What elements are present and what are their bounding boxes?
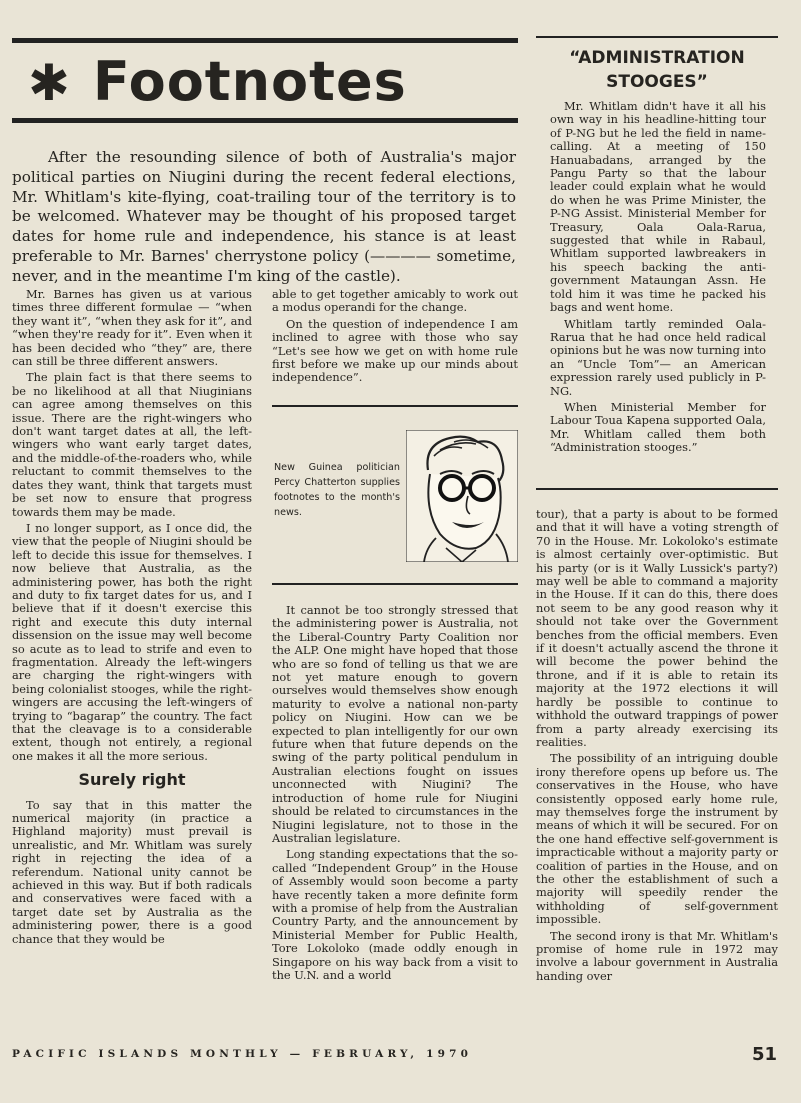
col2-paragraph-2: On the question of independence I am inclined to agree with those who say “Let's see how we get on with home rule first before we make up our minds about independence”.	[272, 316, 518, 385]
sidebar-rule-bottom	[536, 488, 778, 490]
col3-paragraph-4: tour), that a party is about to be formed and that it will have a voting strength of 70 in the House. Mr. Lokoloko's estimate is almost certainly over-optimistic. But his party (or is it Wally Lussick's party?) may well be able to command a majority in the House. If it can do this, there does not seem to be any good reason why it should not take over the Government benches from the official members. Even if it doesn't actually ascend the throne it will become the power behind the throne, and if it is able to retain its majority at the 1972 elections it will hardly be possible to continue to withhold the outward trappings of power from a party already exercising its realities.	[536, 507, 778, 749]
sidebar-heading: “ADMINISTRATION STOOGES”	[569, 48, 745, 92]
page-title	[28, 52, 528, 112]
col2-paragraph-1: able to get together amicably to work out a modus operandi for the change.	[272, 287, 518, 315]
col2-rule-bottom	[272, 583, 518, 585]
col3-paragraph-6: The second irony is that Mr. Whitlam's promise of home rule in 1972 may involve a labour government in Australia handing over	[536, 928, 778, 983]
portrait-drawing	[406, 430, 518, 562]
col3-paragraph-1: Mr. Whitlam didn't have it all his own way in his headline-hitting tour of P-NG but he led the field in name-calling. At a meeting of 150 Hanuabadans, arranged by the Pangu Party so that the labour leader could explain what he would do when he was Prime Minister, the P-NG Assist. Ministerial Member for Treasury, Oala Oala-Rarua, suggested that while in Rabaul, Whitlam supported lawbreakers in his speech backing the anti-government Mataungan Assn. He told him it was time he packed his bags and went home.	[550, 99, 766, 315]
author-portrait	[406, 430, 518, 562]
footer-masthead: PACIFIC ISLANDS MONTHLY — FEBRUARY, 1970	[12, 1048, 473, 1060]
author-caption: New Guinea politician Percy Chatterton supplies footnotes to the month's news.	[274, 462, 400, 518]
subhead-surely-right: Surely right	[78, 770, 186, 790]
column-3-main	[536, 508, 778, 986]
col2-paragraph-4: Long standing expectations that the so-called “Independent Group” in the House of Assembly would soon become a party have recently taken a more definite form with a promise of help from the Australian Country Party, and the announcement by Ministerial Member for Public Health, Tore Lokoloko (made oddly enough in Singapore on his way back from a visit to the U.N. and a world	[272, 847, 518, 982]
page-number: 51	[752, 1044, 778, 1065]
column-1	[12, 288, 252, 949]
top-rule-left	[12, 38, 518, 43]
asterisk-icon: ✱	[28, 54, 71, 112]
page-title-text: Footnotes	[92, 50, 407, 113]
column-2-top	[272, 288, 518, 388]
col1-paragraph-3: I no longer support, as I once did, the view that the people of Niugini should be left to decide this issue for themselves. I now believe that Australia, as the administering power, has both the right and duty to fix target dates for us, and I believe that if it doesn't exercise this right and execute this duty internal dissension on the issue may well become so acute as to lead to strife and even to fragmentation. Already the left-wingers are charging the right-wingers with being colonialist stooges, while the right-wingers are accusing the left-wingers of trying to “bagarap” the country. The fact that the cleavage is to a considerable extent, though not entirely, a regional one makes it all the more serious.	[12, 520, 252, 763]
col3-paragraph-5: The possibility of an intriguing double irony therefore opens up before us. The conservatives in the House, who have consistently opposed early home rule, may themselves forge the instrument by means of which it will be secured. For on the one hand effective self-government is impracticable without a majority party or coalition of parties in the House, and on the other the establishment of such a majority will speedily render the withholding of self-government impossible.	[536, 751, 778, 927]
col3-paragraph-2: Whitlam tartly reminded Oala-Rarua that he had once held radical opinions but he was now turning into an “Uncle Tom”— an American expression rarely used publicly in P-NG.	[550, 316, 766, 398]
column-2-bottom	[272, 604, 518, 985]
col1-paragraph-2: The plain fact is that there seems to be no likelihood at all that Niuginians can agree among themselves on this issue. There are the right-wingers who don't want target dates at all, the left-wingers who want early target dates, and the middle-of-the-roaders who, while reluctant to commit themselves to the dates they want, think that targets must be set now to ensure that progress towards them may be made.	[12, 370, 252, 519]
col3-paragraph-3: When Ministerial Member for Labour Toua Kapena supported Oala, Mr. Whitlam called them both “Administration stooges.”	[550, 399, 766, 455]
col2-rule-top	[272, 405, 518, 407]
col1-paragraph-1: Mr. Barnes has given us at various times three different formulae — “when they want it”, “when they ask for it”, and “when they're ready for it”. Even when it has been decided who “they” are, there can still be three different answers.	[12, 287, 252, 369]
col2-paragraph-3: It cannot be too strongly stressed that the administering power is Australia, not the Liberal-Country Party Coalition nor the ALP. One might have hoped that those who are so fond of telling us that we are not yet mature enough to govern ourselves would themselves show enough maturity to evolve a national non-party policy on Niugini. How can we be expected to plan intelligently for our own future when that future depends on the swing of the party political pendulum in Australian elections fought on issues unconnected with Niugini? The introduction of home rule for Niugini should be related to circumstances in the Niugini legislature, not to those in the Australian legislature.	[272, 603, 518, 845]
top-rule-right	[536, 36, 778, 38]
col1-paragraph-4: To say that in this matter the numerical majority (in practice a Highland majority) must prevail is unrealistic, and Mr. Whitlam was surely right in rejecting the idea of a referendum. National unity cannot be achieved in this way. But if both radicals and conservatives were faced with a target date set by Australia as the administering power, there is a good chance that they would be	[12, 797, 252, 946]
column-3-sidebar	[550, 100, 766, 458]
title-rule	[12, 118, 518, 123]
lede-paragraph: After the resounding silence of both of Australia's major political parties on Niugini during the recent federal elections, Mr. Whitlam's kite-flying, coat-trailing tour of the territory is to be welcomed. Whatever may be thought of his proposed target dates for home rule and independence, his stance is at least preferable to Mr. Barnes' cherrystone policy (———— sometime, never, and in the meantime I'm king of the castle).	[12, 148, 516, 285]
